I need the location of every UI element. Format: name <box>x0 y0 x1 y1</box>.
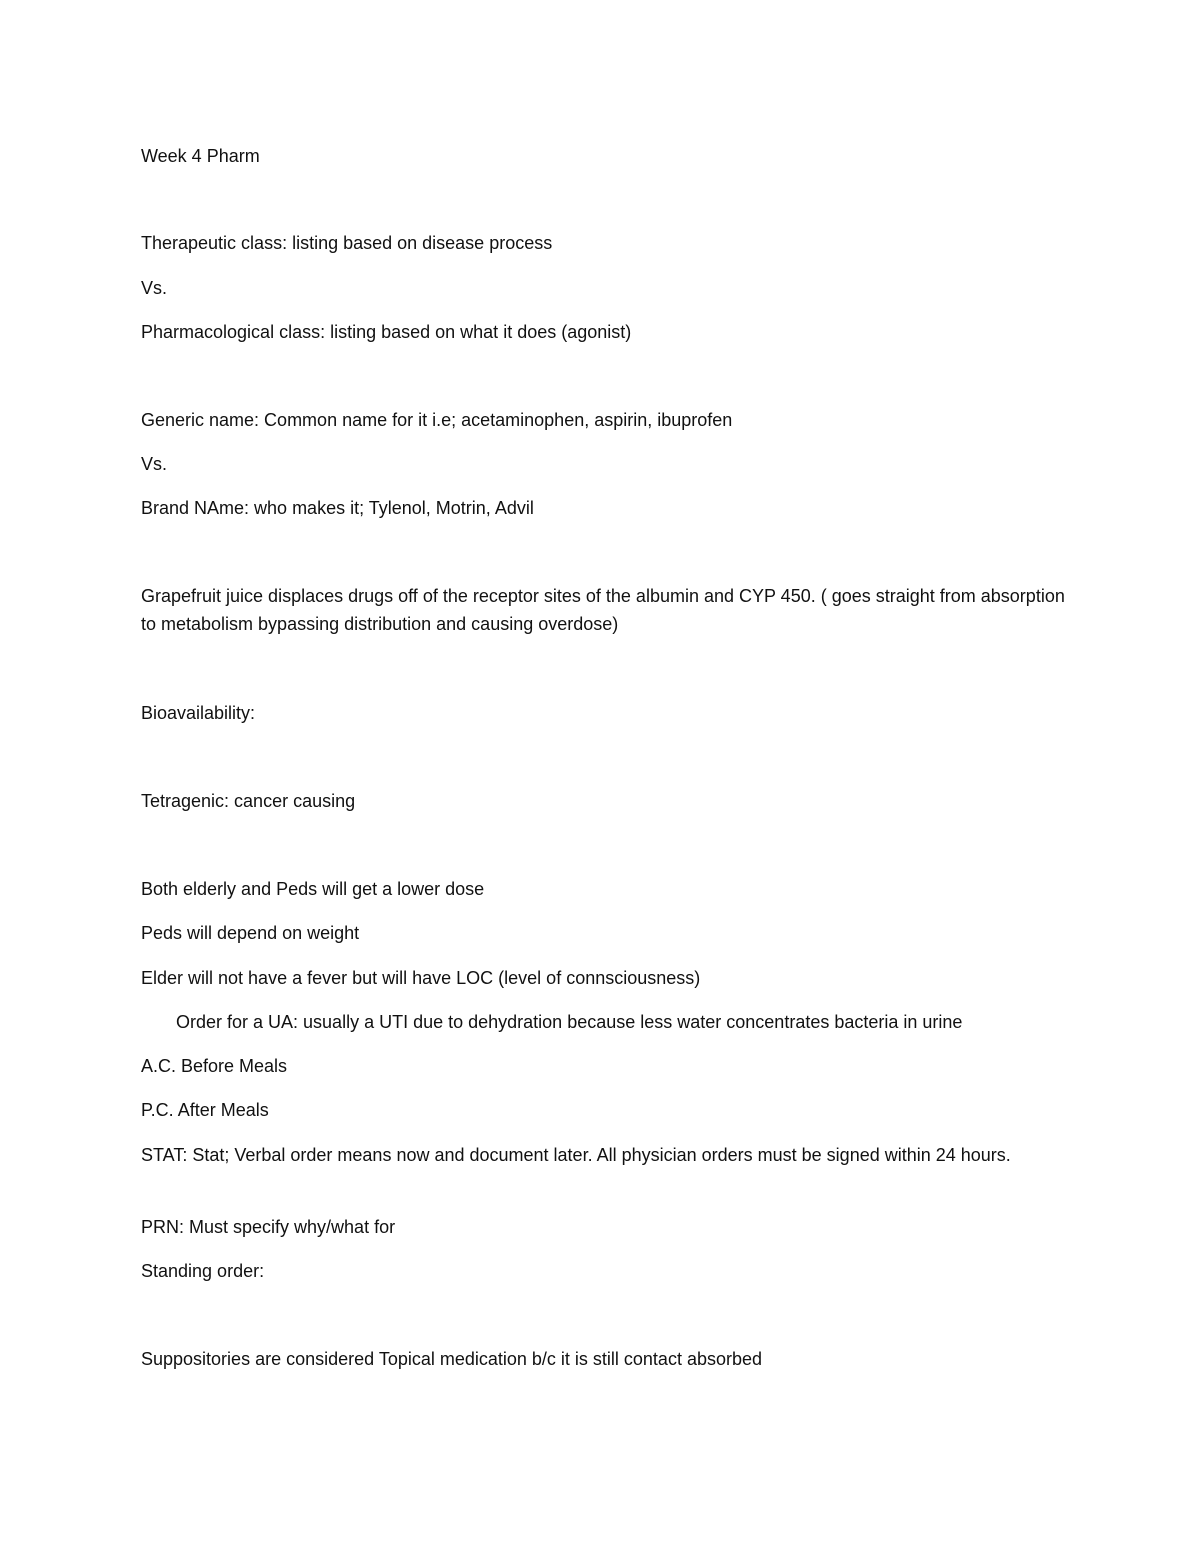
note-line: Both elderly and Peds will get a lower dose <box>141 879 485 899</box>
note-line: Generic name: Common name for it i.e; acetaminophen, aspirin, ibuprofen <box>141 410 733 430</box>
note-line: A.C. Before Meals <box>141 1056 288 1076</box>
note-line: Suppositories are considered Topical medication b/c it is still contact absorbed <box>141 1349 762 1369</box>
note-line: Elder will not have a fever but will have LOC (level of connsciousness) <box>141 968 701 988</box>
note-line: Bioavailability: <box>141 703 256 723</box>
note-line: Pharmacological class: listing based on what it does (agonist) <box>141 322 632 342</box>
note-line: Vs. <box>141 278 168 298</box>
note-line: Peds will depend on weight <box>141 923 360 943</box>
note-paragraph: Grapefruit juice displaces drugs off of the receptor sites of the albumin and CYP 450. ( goes straight from absorption to metabolism bypassing distribution and causing overdose) <box>141 586 1065 634</box>
note-line: Brand NAme: who makes it; Tylenol, Motrin, Advil <box>141 498 534 518</box>
note-line: Standing order: <box>141 1261 265 1281</box>
note-line-indented: Order for a UA: usually a UTI due to dehydration because less water concentrates bacteria in urine <box>176 1012 963 1032</box>
document-title: Week 4 Pharm <box>141 146 260 166</box>
note-line: Tetragenic: cancer causing <box>141 791 356 811</box>
note-line: Vs. <box>141 454 168 474</box>
note-line: P.C. After Meals <box>141 1100 269 1120</box>
note-paragraph: STAT: Stat; Verbal order means now and document later. All physician orders must be signed within 24 hours. <box>141 1145 1011 1165</box>
note-line: Therapeutic class: listing based on disease process <box>141 233 553 253</box>
note-line: PRN: Must specify why/what for <box>141 1217 396 1237</box>
